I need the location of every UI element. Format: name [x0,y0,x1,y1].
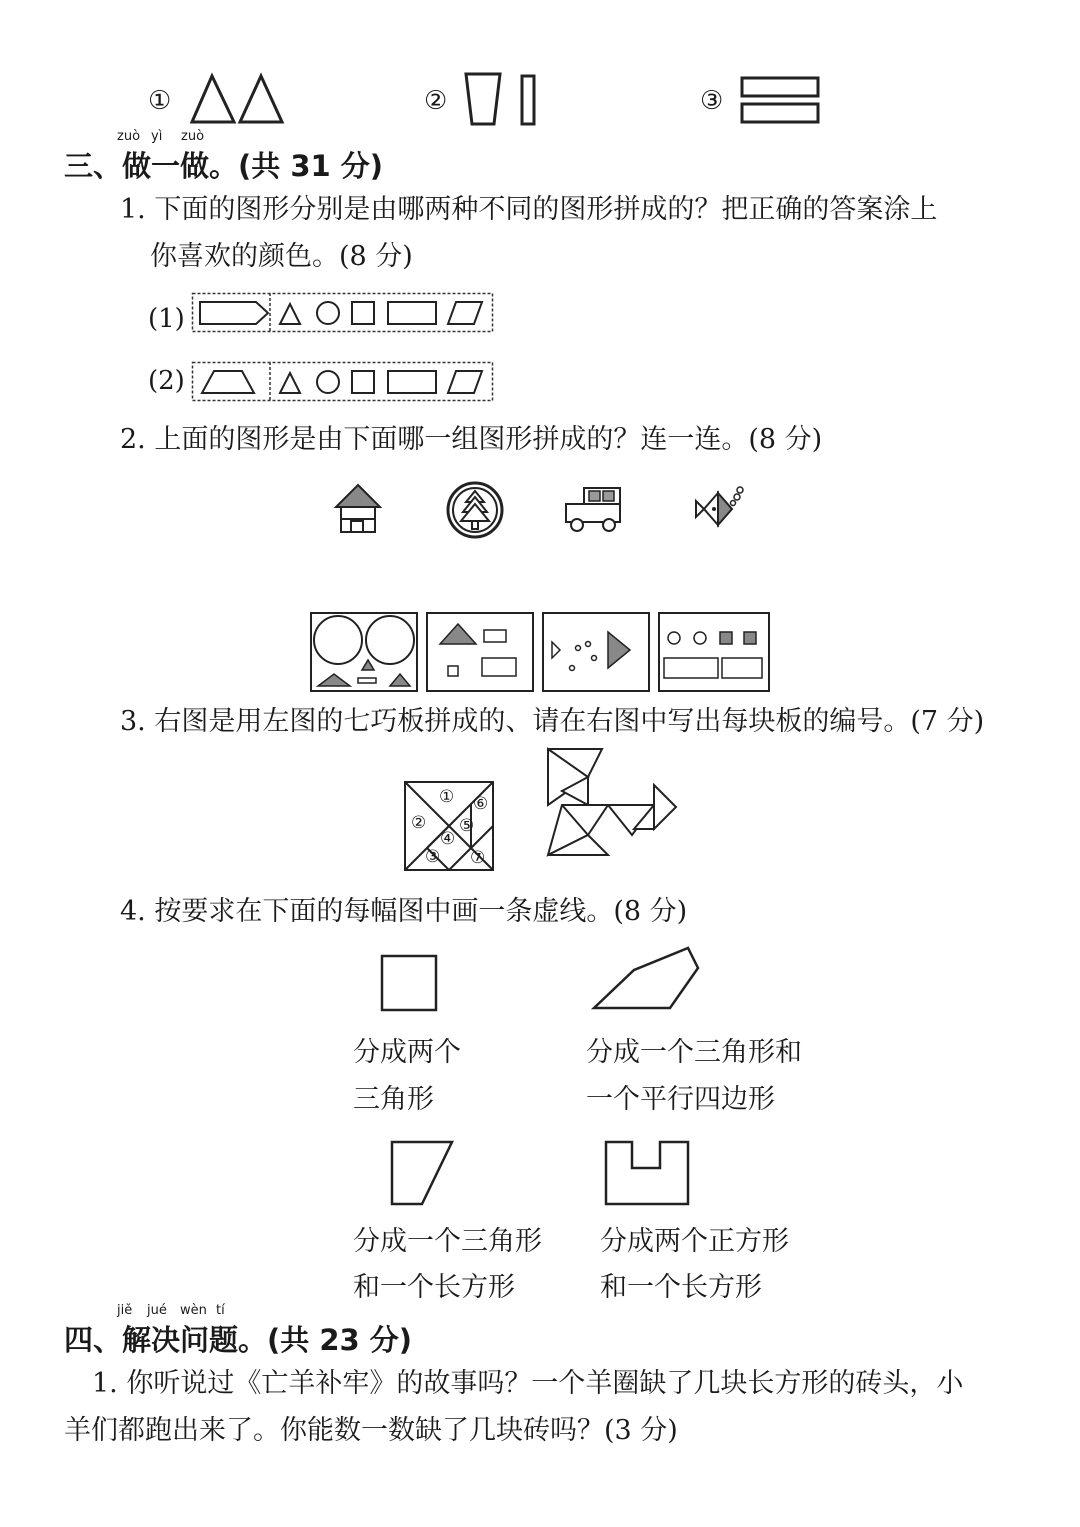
tangram-piece-7: ⑦ [470,848,486,868]
q1-row1-options[interactable] [192,293,494,333]
q1-row2-label: (2) [148,366,185,396]
q4-u-shape[interactable] [604,1140,690,1206]
q1-text-line2: 你喜欢的颜色。(8 分) [150,241,413,272]
section4-title: 四、解决问题。(共 23 分) [64,1323,413,1357]
s4-q1-text-line1: 1. 你听说过《亡羊补牢》的故事吗？一个羊圈缺了几块长方形的砖头，小 [92,1368,964,1399]
tangram-piece-5: ⑤ [459,816,475,836]
shape-group-1[interactable] [310,612,418,692]
shape-group-3[interactable] [542,612,650,692]
tangram-piece-1: ① [439,787,455,807]
option-2-marker: ② [424,86,448,116]
option-3-marker: ③ [700,86,724,116]
q4-caption-3-line2: 和一个长方形 [353,1272,515,1303]
q4-caption-3-line1: 分成一个三角形 [353,1226,542,1257]
q1-row1-label: (1) [148,304,185,334]
q4-caption-1-line2: 三角形 [353,1084,434,1115]
section3-title: 三、做一做。(共 31 分) [64,149,384,183]
option-2-trapezoid-rect [464,72,540,128]
q4-square[interactable] [380,954,438,1012]
q4-caption-2-line1: 分成一个三角形和 [586,1037,802,1068]
fish-picture[interactable] [692,485,746,531]
house-picture[interactable] [333,483,383,535]
section4-pinyin-4: tí [216,1303,225,1318]
q3-text: 3. 右图是用左图的七巧板拼成的、请在右图中写出每块板的编号。(7 分) [120,706,985,737]
section4-pinyin-3: wèn [180,1303,207,1318]
tangram-piece-3: ③ [425,847,441,867]
tree-medal-picture[interactable] [445,480,505,540]
section3-pinyin-3: zuò [181,129,205,144]
shape-group-2[interactable] [426,612,534,692]
tangram-piece-6: ⑥ [473,794,489,814]
q4-caption-1-line1: 分成两个 [353,1037,461,1068]
tangram-piece-4: ④ [440,829,456,849]
q4-caption-4-line1: 分成两个正方形 [600,1226,789,1257]
section3-pinyin-2: yì [151,129,163,144]
option-1-marker: ① [148,86,172,116]
shape-group-4[interactable] [658,612,770,692]
q2-text: 2. 上面的图形是由下面哪一组图形拼成的？连一连。(8 分) [120,424,823,455]
tangram-dog[interactable] [542,745,682,861]
q4-pentagon[interactable] [592,944,702,1012]
option-1-triangles [190,74,294,124]
option-3-rectangles [740,76,820,126]
s4-q1-text-line2: 羊们都跑出来了。你能数一数缺了几块砖吗？(3 分) [64,1415,678,1446]
section4-pinyin-2: jué [147,1303,167,1318]
q1-text-line1: 1. 下面的图形分别是由哪两种不同的图形拼成的？把正确的答案涂上 [120,194,938,225]
section3-pinyin-1: zuò [117,129,141,144]
q4-caption-4-line2: 和一个长方形 [600,1272,762,1303]
tangram-piece-2: ② [411,813,427,833]
section4-pinyin-1: jiě [117,1303,133,1318]
q4-caption-2-line2: 一个平行四边形 [586,1084,775,1115]
q4-text: 4. 按要求在下面的每幅图中画一条虚线。(8 分) [120,896,688,927]
q4-trapezoid[interactable] [388,1140,456,1206]
car-picture[interactable] [562,485,624,535]
q1-row2-options[interactable] [192,362,494,402]
